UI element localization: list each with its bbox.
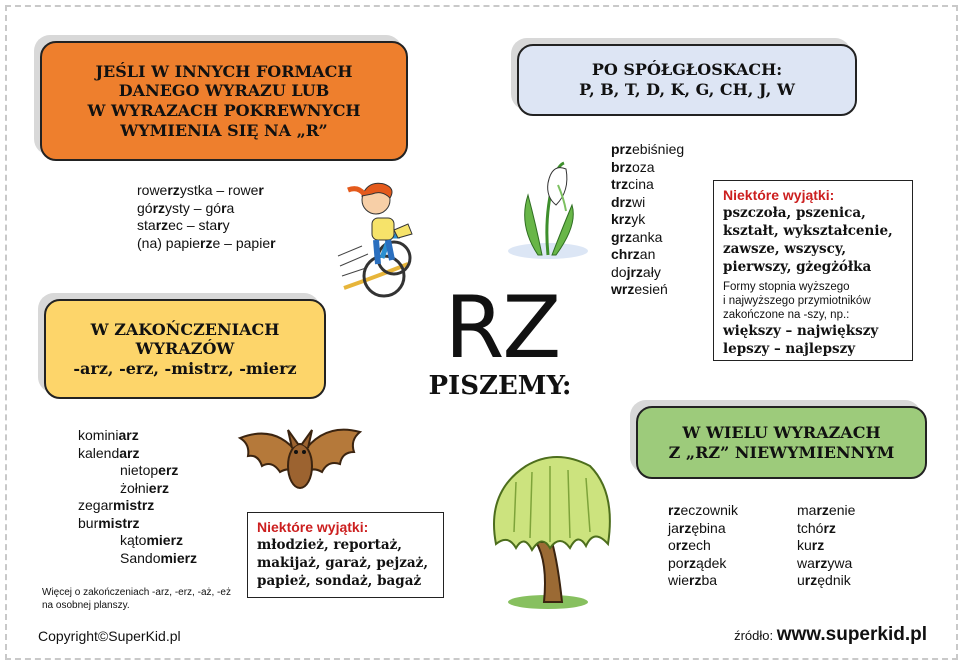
rule-line: JEŚLI W INNYCH FORMACH bbox=[95, 61, 353, 81]
example-word: marzenie bbox=[797, 502, 856, 518]
example-word: zegarmistrz bbox=[78, 497, 155, 513]
bat-icon bbox=[236, 414, 364, 504]
main-subtitle: PISZEMY: bbox=[428, 371, 572, 401]
example-word: nietoperz bbox=[120, 462, 179, 478]
example-word: żołnierz bbox=[120, 479, 170, 496]
source-link[interactable]: www.superkid.pl bbox=[776, 624, 927, 645]
example-word: przebiśnieg bbox=[611, 141, 685, 157]
snowdrop-flower-icon bbox=[508, 155, 590, 260]
rule-line: PO SPÓŁGŁOSKACH: bbox=[591, 60, 783, 80]
example-word: górzysty – góra bbox=[137, 199, 235, 216]
example-word: chrzan bbox=[611, 246, 656, 262]
exception-word: kształt, wykształcenie, bbox=[723, 223, 893, 239]
example-word: brzoza bbox=[611, 158, 655, 175]
word-list-after-consonants bbox=[611, 141, 684, 299]
exception-word: pszczoła, pszenica, bbox=[723, 205, 866, 221]
rule-line: WYMIENIA SIĘ NA „R” bbox=[120, 120, 328, 140]
exception-word: makijaż, garaż, pejzaż, bbox=[257, 555, 429, 571]
example-word: orzech bbox=[668, 537, 711, 553]
example-word: trzcina bbox=[611, 176, 654, 192]
rule-box-alternation bbox=[40, 41, 408, 161]
example-word: rowerzystka – rower bbox=[137, 182, 264, 198]
rule-box-unchanging bbox=[636, 406, 927, 479]
rule-box-endings bbox=[44, 299, 326, 399]
example-word: grzanka bbox=[611, 228, 663, 245]
cyclist-girl-icon bbox=[338, 176, 418, 304]
word-list-endings bbox=[78, 427, 197, 567]
word-list-alternation bbox=[137, 182, 276, 252]
example-word: wierzba bbox=[668, 572, 718, 588]
exception-example: większy – największy bbox=[723, 323, 879, 339]
rule-line: P, B, T, D, K, G, CH, J, W bbox=[579, 80, 795, 99]
example-word: kurz bbox=[797, 537, 825, 553]
exception-example: lepszy – najlepszy bbox=[723, 341, 856, 357]
example-word: rzeczownik bbox=[668, 502, 739, 518]
example-word: wrzesień bbox=[611, 281, 668, 297]
example-word: tchórz bbox=[797, 519, 836, 536]
rule-line: W ZAKOŃCZENIACH bbox=[90, 319, 280, 339]
exceptions-box-top bbox=[713, 180, 913, 361]
main-title: RZ bbox=[444, 278, 560, 378]
exceptions-box-bottom bbox=[247, 512, 444, 598]
example-word: porządek bbox=[668, 554, 727, 571]
rule-line: W WYRAZACH POKREWNYCH bbox=[87, 101, 361, 120]
endings-note: Więcej o zakończeniach -arz, -erz, -aż, -eż na osobnej planszy. bbox=[42, 587, 231, 611]
example-word: (na) papierze – papier bbox=[137, 234, 276, 251]
exceptions-note: Formy stopnia wyższego i najwyższego przymiotników zakończone na -szy, np.: bbox=[723, 281, 871, 321]
exception-word: papież, sondaż, bagaż bbox=[257, 573, 422, 589]
word-list-unchanging-left bbox=[668, 502, 738, 590]
exception-word: młodzież, reportaż, bbox=[257, 537, 402, 553]
example-word: dojrzały bbox=[611, 263, 661, 280]
example-word: krzyk bbox=[611, 211, 646, 227]
exceptions-title: Niektóre wyjątki: bbox=[723, 187, 835, 203]
exceptions-title: Niektóre wyjątki: bbox=[257, 519, 369, 535]
rule-line: -arz, -erz, -mistrz, -mierz bbox=[73, 358, 297, 378]
rule-line: W WIELU WYRAZACH bbox=[682, 422, 881, 442]
example-word: kątomierz bbox=[120, 532, 184, 548]
example-word: starzec – stary bbox=[137, 217, 230, 233]
rule-line: Z „RZ” NIEWYMIENNYM bbox=[668, 442, 895, 462]
rule-line: WYRAZÓW bbox=[135, 339, 235, 359]
example-word: jarzębina bbox=[668, 519, 726, 536]
example-word: kalendarz bbox=[78, 444, 140, 461]
copyright-text: Copyright©SuperKid.pl bbox=[38, 628, 181, 644]
source-label: źródło: bbox=[734, 628, 774, 643]
example-word: drzwi bbox=[611, 193, 646, 210]
willow-tree-icon bbox=[486, 452, 616, 612]
rule-box-after-consonants bbox=[517, 44, 857, 116]
word-list-unchanging-right bbox=[797, 502, 855, 590]
rule-line: DANEGO WYRAZU LUB bbox=[118, 81, 330, 101]
example-word: warzywa bbox=[797, 554, 853, 571]
example-word: urzędnik bbox=[797, 572, 851, 588]
example-word: kominiarz bbox=[78, 427, 139, 443]
example-word: Sandomierz bbox=[120, 549, 198, 566]
source-credit bbox=[734, 624, 927, 646]
exception-word: zawsze, wszyscy, bbox=[723, 241, 847, 257]
exception-word: pierwszy, gżegżółka bbox=[723, 259, 872, 275]
example-word: burmistrz bbox=[78, 514, 140, 531]
